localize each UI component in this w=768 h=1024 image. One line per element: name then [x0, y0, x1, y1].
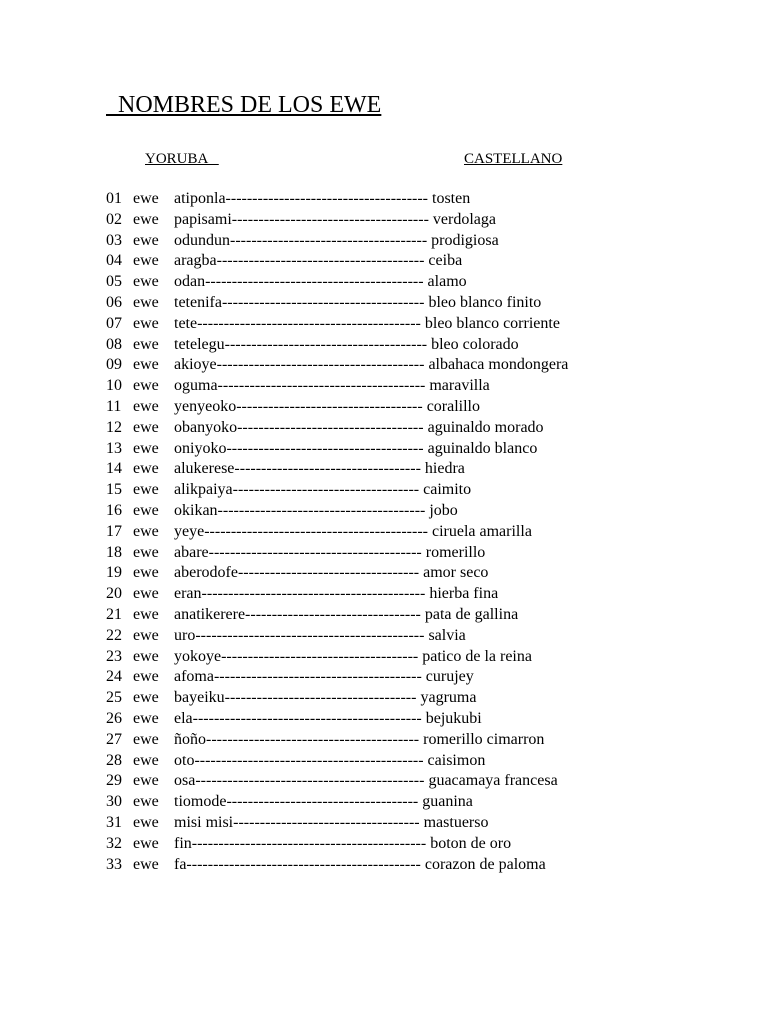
list-item — [0, 355, 768, 376]
item-number: 22 — [106, 626, 122, 644]
item-entry: misi misi----------------------------------- mastuerso — [174, 813, 489, 831]
item-number: 12 — [106, 418, 122, 436]
item-entry: atiponla-------------------------------------- tosten — [174, 190, 471, 207]
item-class: ewe — [133, 605, 159, 623]
item-class: ewe — [133, 501, 159, 519]
item-number: 31 — [106, 813, 122, 831]
item-entry: oniyoko------------------------------------- aguinaldo blanco — [174, 439, 538, 457]
item-class: ewe — [133, 293, 159, 311]
list-item — [0, 376, 768, 397]
list-item — [0, 189, 768, 210]
list-item — [0, 501, 768, 522]
item-class: ewe — [133, 689, 159, 707]
item-class: ewe — [133, 252, 159, 270]
list-item — [0, 522, 768, 543]
list-item — [0, 210, 768, 231]
item-number: 04 — [106, 252, 122, 270]
item-class: ewe — [133, 460, 159, 478]
item-entry: fin-------------------------------------------- boton de oro — [174, 834, 512, 852]
page-title: NOMBRES DE LOS EWE — [106, 92, 382, 118]
item-entry: ñoño---------------------------------------- romerillo cimarron — [174, 730, 545, 748]
item-number: 29 — [106, 772, 122, 790]
item-number: 06 — [106, 293, 122, 311]
list-item — [0, 272, 768, 293]
item-number: 28 — [106, 751, 122, 769]
item-number: 23 — [106, 647, 122, 665]
item-entry: akioye--------------------------------------- albahaca mondongera — [174, 356, 569, 374]
item-entry: alikpaiya----------------------------------- caimito — [174, 481, 472, 499]
item-number: 09 — [106, 356, 122, 374]
item-number: 08 — [106, 335, 122, 353]
item-class: ewe — [133, 834, 159, 852]
item-entry: yenyeoko----------------------------------- coralillo — [174, 397, 480, 415]
item-class: ewe — [133, 647, 159, 665]
item-number: 17 — [106, 522, 122, 540]
list-item — [0, 792, 768, 813]
item-number: 18 — [106, 543, 122, 561]
list-item — [0, 834, 768, 855]
item-entry: oto------------------------------------------- caisimon — [174, 751, 486, 769]
item-class: ewe — [133, 190, 159, 207]
list-item — [0, 771, 768, 792]
item-entry: tetelegu-------------------------------------- bleo colorado — [174, 335, 519, 353]
item-entry: afoma--------------------------------------- curujey — [174, 668, 474, 686]
item-entry: uro------------------------------------------- salvia — [174, 626, 466, 644]
item-class: ewe — [133, 231, 159, 249]
list-item — [0, 543, 768, 564]
list-item — [0, 605, 768, 626]
item-entry: osa------------------------------------------- guacamaya francesa — [174, 772, 558, 790]
item-class: ewe — [133, 564, 159, 582]
item-number: 01 — [106, 190, 122, 207]
item-number: 21 — [106, 605, 122, 623]
list-item — [0, 293, 768, 314]
item-number: 20 — [106, 585, 122, 603]
list-item — [0, 397, 768, 418]
item-entry: ela------------------------------------------- bejukubi — [174, 709, 482, 727]
item-class: ewe — [133, 314, 159, 332]
list-item — [0, 626, 768, 647]
item-class: ewe — [133, 377, 159, 395]
item-class: ewe — [133, 626, 159, 644]
item-entry: tete------------------------------------------ bleo blanco corriente — [174, 314, 560, 332]
list-item — [0, 459, 768, 480]
item-number: 27 — [106, 730, 122, 748]
list-item — [0, 667, 768, 688]
list-item — [0, 314, 768, 335]
list-item — [0, 418, 768, 439]
item-class: ewe — [133, 730, 159, 748]
item-entry: aberodofe---------------------------------- amor seco — [174, 564, 489, 582]
list-item — [0, 855, 768, 876]
item-entry: eran------------------------------------------ hierba fina — [174, 585, 499, 603]
item-class: ewe — [133, 751, 159, 769]
item-entry: odundun------------------------------------- prodigiosa — [174, 231, 499, 249]
item-entry: alukerese----------------------------------- hiedra — [174, 460, 465, 478]
list-item — [0, 647, 768, 668]
item-class: ewe — [133, 335, 159, 353]
item-entry: bayeiku------------------------------------ yagruma — [174, 689, 477, 707]
item-entry: odan----------------------------------------- alamo — [174, 273, 467, 291]
item-entry: aragba--------------------------------------- ceiba — [174, 252, 463, 270]
item-class: ewe — [133, 543, 159, 561]
item-entry: papisami------------------------------------- verdolaga — [174, 210, 496, 228]
item-number: 13 — [106, 439, 122, 457]
item-class: ewe — [133, 793, 159, 811]
item-entry: anatikerere--------------------------------- pata de gallina — [174, 605, 519, 623]
item-number: 05 — [106, 273, 122, 291]
item-class: ewe — [133, 439, 159, 457]
item-class: ewe — [133, 855, 159, 873]
item-entry: abare---------------------------------------- romerillo — [174, 543, 486, 561]
list-item — [0, 563, 768, 584]
column-header-yoruba: YORUBA — [145, 151, 219, 167]
column-header-castellano: CASTELLANO — [464, 151, 563, 167]
item-number: 30 — [106, 793, 122, 811]
list-item — [0, 251, 768, 272]
item-class: ewe — [133, 273, 159, 291]
list-item — [0, 813, 768, 834]
item-class: ewe — [133, 772, 159, 790]
list-item — [0, 730, 768, 751]
item-entry: fa-------------------------------------------- corazon de paloma — [174, 855, 546, 873]
item-number: 03 — [106, 231, 122, 249]
item-class: ewe — [133, 481, 159, 499]
item-entry: oguma--------------------------------------- maravilla — [174, 377, 490, 395]
item-entry: yeye------------------------------------------ ciruela amarilla — [174, 522, 532, 540]
list-item — [0, 231, 768, 252]
item-number: 07 — [106, 314, 122, 332]
list-item — [0, 709, 768, 730]
item-entry: obanyoko----------------------------------- aguinaldo morado — [174, 418, 544, 436]
item-entry: okikan--------------------------------------- jobo — [174, 501, 458, 519]
list-item — [0, 688, 768, 709]
ewe-list — [0, 189, 768, 875]
item-number: 33 — [106, 855, 122, 873]
item-entry: yokoye------------------------------------- patico de la reina — [174, 647, 532, 665]
list-item — [0, 439, 768, 460]
item-class: ewe — [133, 522, 159, 540]
item-number: 26 — [106, 709, 122, 727]
item-entry: tetenifa-------------------------------------- bleo blanco finito — [174, 293, 542, 311]
item-number: 19 — [106, 564, 122, 582]
item-class: ewe — [133, 813, 159, 831]
item-class: ewe — [133, 585, 159, 603]
item-number: 25 — [106, 689, 122, 707]
item-number: 32 — [106, 834, 122, 852]
item-class: ewe — [133, 356, 159, 374]
item-number: 02 — [106, 210, 122, 228]
item-class: ewe — [133, 709, 159, 727]
item-number: 16 — [106, 501, 122, 519]
item-number: 14 — [106, 460, 122, 478]
list-item — [0, 480, 768, 501]
item-class: ewe — [133, 668, 159, 686]
item-class: ewe — [133, 210, 159, 228]
item-number: 10 — [106, 377, 122, 395]
item-class: ewe — [133, 397, 159, 415]
list-item — [0, 584, 768, 605]
item-number: 11 — [106, 397, 122, 415]
item-number: 15 — [106, 481, 122, 499]
list-item — [0, 335, 768, 356]
item-number: 24 — [106, 668, 122, 686]
item-class: ewe — [133, 418, 159, 436]
item-entry: tiomode------------------------------------ guanina — [174, 793, 473, 811]
list-item — [0, 751, 768, 772]
